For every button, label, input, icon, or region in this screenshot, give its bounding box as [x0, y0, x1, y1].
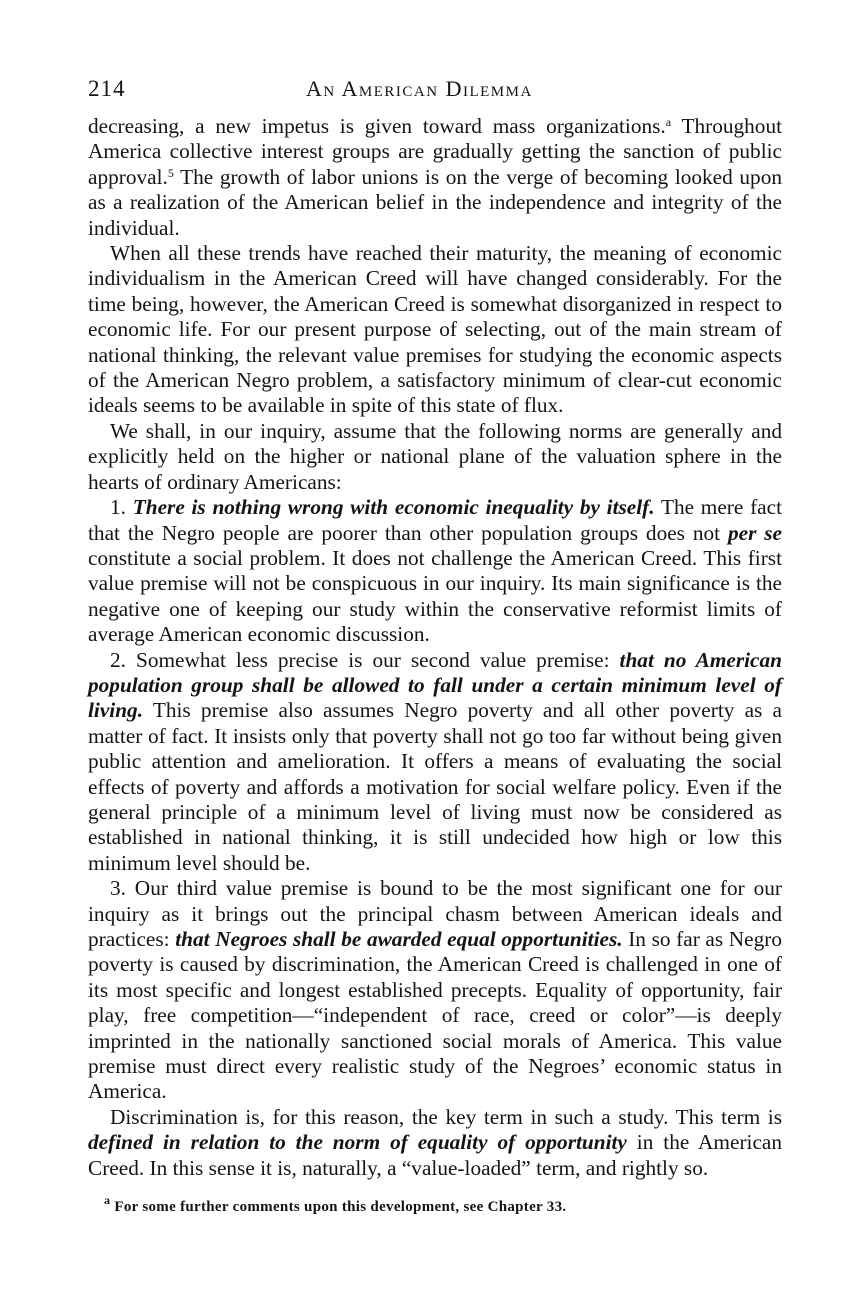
per-se-italic: per se [727, 520, 782, 545]
paragraph-7-text: Discrimination is, for this reason, the key term in such a study. This term is [110, 1104, 782, 1129]
paragraph-1-text-2: Throughout America collective interest groups are gradually getting the sanction of public approval. [88, 114, 783, 189]
premise-3-statement: that Negroes shall be awarded equal opportunities. [175, 927, 623, 951]
paragraph-5-text-2: This premise also assumes Negro poverty and all other poverty as a matter of fact. It insists only that poverty shall not go too far without being given public attention and amelioration. It offers a means of evaluating the social effects of poverty and affords a motivation for social welfare policy. Even if the general principle of a minimum level of living must now be considered as established in national thinking, it is still undecided how high or low this minimum level should be. [88, 698, 782, 875]
page-number: 214 [88, 76, 126, 101]
footnote-marker: a [104, 1193, 111, 1207]
discrimination-definition: defined in relation to the norm of equality of opportunity [88, 1130, 627, 1155]
paragraph-4-text-2: constitute a social problem. It does not challenge the American Creed. This first value premise will not be conspicuous in our inquiry. Its main significance is the negative one of keeping our study within the conservative reformist limits of average American economic discussion. [88, 545, 782, 647]
footnote-text: For some further comments upon this development, see Chapter 33. [110, 1199, 567, 1215]
paragraph-5-text: 2. Somewhat less precise is our second value premise: [110, 647, 620, 672]
footnote [104, 1193, 784, 1216]
footnote-ref-a: a [665, 115, 672, 129]
page-body [88, 114, 782, 1181]
running-title: An American Dilemma [306, 76, 533, 101]
premise-1-number: 1. [110, 495, 133, 520]
paragraph-7-text-2: in the American Creed. In this sense it is, naturally, a “value-loaded” term, and rightly so. [88, 1130, 783, 1180]
premise-2-statement: that no American population group shall be allowed to fall under a certain minimum level of living. [88, 647, 782, 723]
paragraph-5 [88, 648, 782, 877]
paragraph-3: We shall, in our inquiry, assume that the following norms are generally and explicitly held on the higher or national plane of the valuation sphere in the hearts of ordinary Americans: [88, 418, 782, 494]
premise-1-statement: There is nothing wrong with economic inequality by itself. [132, 495, 655, 520]
paragraph-4 [88, 495, 782, 647]
paragraph-2: When all these trends have reached their maturity, the meaning of economic individualism in the American Creed will have changed considerably. For the time being, however, the American Creed is somewhat disorganized in respect to economic life. For our present purpose of selecting, out of the main stream of national thinking, the relevant value premises for studying the economic aspects of the American Negro problem, a satisfactory minimum of clear-cut economic ideals seems to be available in spite of this state of flux. [88, 241, 782, 418]
paragraph-6 [88, 876, 782, 1105]
paragraph-7 [88, 1105, 782, 1181]
paragraph-1 [88, 114, 782, 241]
paragraph-4-text: The mere fact that the Negro people are poorer than other population groups does not [88, 495, 783, 545]
paragraph-1-text-3: The growth of labor unions is on the verge of becoming looked upon as a realization of the American belief in the independence and integrity of the individual. [88, 164, 782, 240]
paragraph-6-text-2: In so far as Negro poverty is caused by discrimination, the American Creed is challenged in one of its most specific and longest established precepts. Equality of opportunity, fair play, free competition—“independent of race, creed or color”—is deeply imprinted in the nationally sanctioned social morals of America. This value premise must direct every realistic study of the Negroes’ economic status in America. [88, 927, 783, 1104]
page-header [88, 76, 788, 108]
footnote-ref-5: 5 [167, 165, 174, 180]
paragraph-1-text: decreasing, a new impetus is given toward mass organizations. [88, 114, 666, 138]
paragraph-6-text: 3. Our third value premise is bound to be the most significant one for our inquiry as it brings out the principal chasm between American ideals and practices: [88, 876, 782, 951]
